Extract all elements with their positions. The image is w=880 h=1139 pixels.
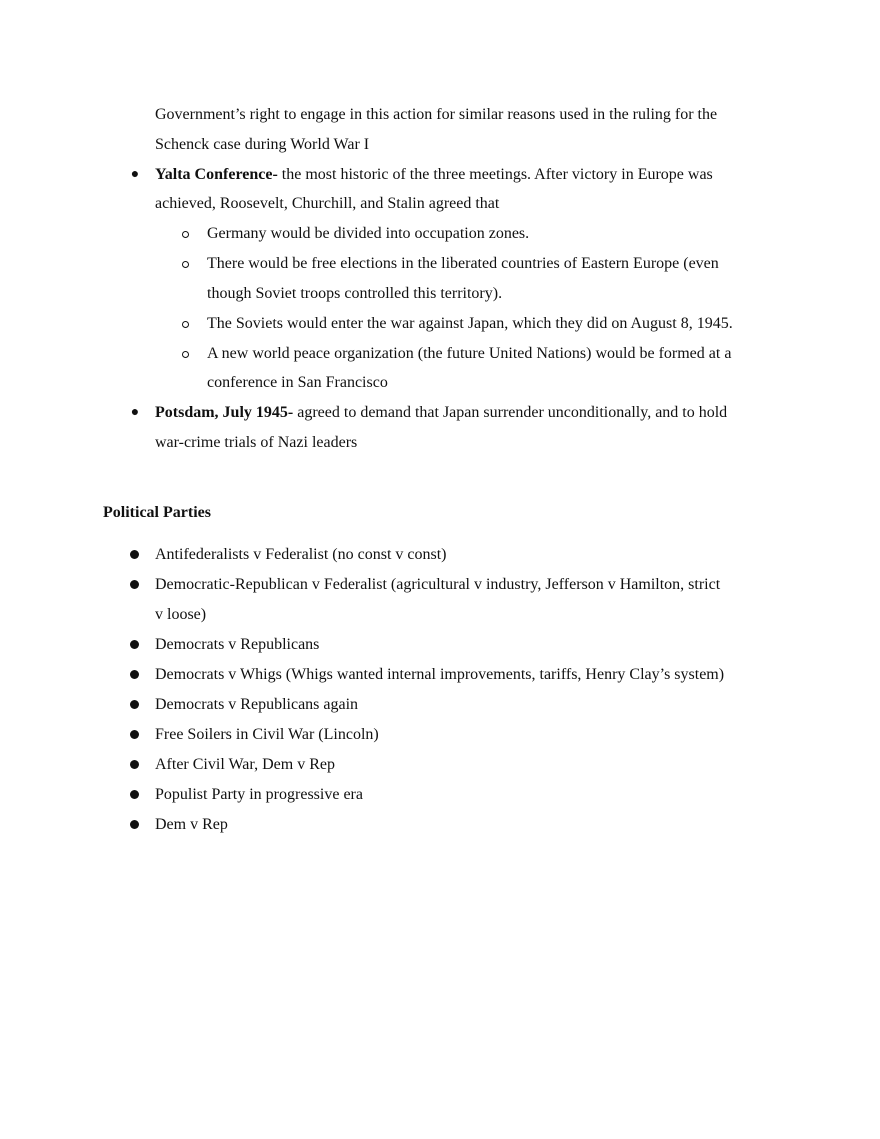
party-item-7: After Civil War, Dem v Rep: [155, 756, 335, 773]
yalta-sub-2-line-1: There would be free elections in the liberated countries of Eastern Europe (even: [207, 255, 719, 272]
sub-bullet-icon: [182, 231, 189, 238]
party-item-8: Populist Party in progressive era: [155, 786, 363, 803]
bullet-icon: ●: [130, 167, 140, 182]
bullet-icon: [130, 730, 139, 739]
party-item-2-line-2: v loose): [155, 606, 207, 623]
continuation-line-2: Schenck case during World War I: [155, 136, 370, 153]
yalta-sub-1: Germany would be divided into occupation zones.: [207, 225, 530, 242]
party-item-5: Democrats v Republicans again: [155, 696, 359, 713]
party-item-1: Antifederalists v Federalist (no const v const): [155, 546, 447, 563]
party-item-9: Dem v Rep: [155, 816, 228, 833]
potsdam-line-2: war-crime trials of Nazi leaders: [155, 434, 358, 451]
section-heading: Political Parties: [103, 504, 211, 521]
bullet-icon: [130, 760, 139, 769]
yalta-sub-3: The Soviets would enter the war against Japan, which they did on August 8, 1945.: [207, 315, 733, 332]
party-item-4: Democrats v Whigs (Whigs wanted internal improvements, tariffs, Henry Clay’s system): [155, 666, 725, 683]
potsdam-label: Potsdam, July 1945-: [155, 404, 294, 421]
bullet-icon: [130, 700, 139, 709]
bullet-icon: [130, 670, 139, 679]
yalta-sub-4-line-1: A new world peace organization (the future United Nations) would be formed at a: [207, 345, 732, 362]
bullet-icon: ●: [130, 405, 140, 420]
bullet-icon: [130, 790, 139, 799]
sub-bullet-icon: [182, 321, 189, 328]
bullet-icon: [130, 820, 139, 829]
yalta-sub-4-line-2: conference in San Francisco: [207, 374, 388, 391]
sub-bullet-icon: [182, 351, 189, 358]
potsdam-text-1: agreed to demand that Japan surrender unconditionally, and to hold: [293, 404, 728, 421]
continuation-line-1: Government’s right to engage in this action for similar reasons used in the ruling for the: [155, 106, 718, 123]
yalta-sub-2-line-2: though Soviet troops controlled this territory).: [207, 285, 503, 302]
party-item-6: Free Soilers in Civil War (Lincoln): [155, 726, 379, 743]
party-item-3: Democrats v Republicans: [155, 636, 320, 653]
yalta-label: Yalta Conference-: [155, 166, 278, 183]
yalta-line-1: [155, 165, 713, 185]
yalta-text-1: the most historic of the three meetings. After victory in Europe was: [277, 166, 713, 183]
party-item-2-line-1: Democratic-Republican v Federalist (agricultural v industry, Jefferson v Hamilton, strict: [155, 576, 721, 593]
sub-bullet-icon: [182, 261, 189, 268]
bullet-icon: [130, 550, 139, 559]
yalta-line-2: achieved, Roosevelt, Churchill, and Stalin agreed that: [155, 195, 500, 212]
bullet-icon: [130, 640, 139, 649]
potsdam-line-1: [155, 403, 727, 423]
bullet-icon: [130, 580, 139, 589]
